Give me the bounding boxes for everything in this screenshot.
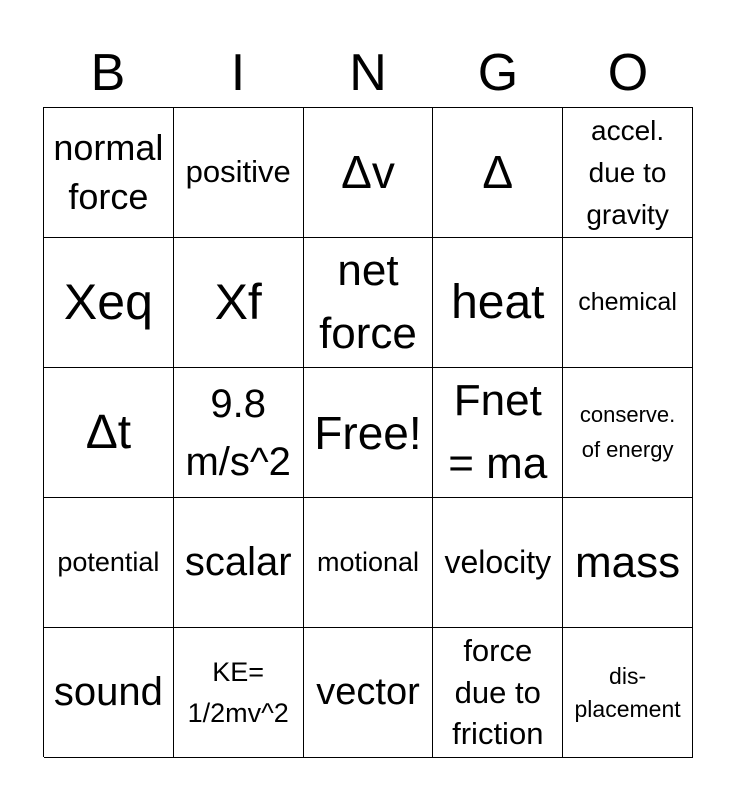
- bingo-card-grid: [43, 107, 693, 757]
- bingo-cell-text: Xeq: [63, 274, 153, 330]
- bingo-cell-text: chemical: [578, 288, 677, 316]
- bingo-cell-text: normal force: [53, 126, 164, 217]
- bingo-cell-text: dis- placement: [574, 663, 681, 722]
- bingo-cell-text: vector: [316, 671, 420, 713]
- bingo-cell-r4-c5: [563, 498, 693, 628]
- bingo-cell-text: scalar: [184, 540, 292, 584]
- header-letter-b: B: [90, 44, 126, 102]
- bingo-cell-r1-c4: [433, 108, 563, 238]
- bingo-cell-r1-c5: [563, 108, 693, 238]
- bingo-cell-text: potential: [57, 547, 160, 577]
- header-letter-g: G: [477, 44, 519, 102]
- bingo-cell-text: Δt: [85, 406, 132, 459]
- bingo-cell-r2-c3: [304, 238, 434, 368]
- bingo-row-4: [44, 498, 693, 628]
- bingo-row-3: [44, 368, 693, 498]
- bingo-cell-r5-c5: [563, 628, 693, 758]
- bingo-cell-text: positive: [185, 154, 291, 190]
- bingo-cell-r5-c3: [304, 628, 434, 758]
- bingo-cell-r1-c3: [304, 108, 434, 238]
- bingo-cell-r1-c1: [44, 108, 174, 238]
- bingo-cell-r3-c1: [44, 368, 174, 498]
- bingo-cell-r3-c2: [174, 368, 304, 498]
- bingo-cell-text: 9.8 m/s^2: [185, 381, 291, 484]
- bingo-cell-text: sound: [53, 670, 163, 714]
- bingo-cell-r4-c2: [174, 498, 304, 628]
- bingo-cell-text: KE= 1/2mv^2: [187, 657, 289, 728]
- bingo-cell-text: Xf: [214, 274, 262, 330]
- bingo-cell-text: Free!: [314, 406, 422, 459]
- bingo-cell-r2-c2: [174, 238, 304, 368]
- bingo-header: [43, 40, 693, 106]
- bingo-cell-text: Δv: [341, 146, 395, 199]
- bingo-cell-r3-c5: [563, 368, 693, 498]
- bingo-row-2: [44, 238, 693, 368]
- bingo-row-5: [44, 628, 693, 758]
- header-letter-n: N: [349, 44, 387, 102]
- bingo-cell-r5-c2: [174, 628, 304, 758]
- bingo-cell-text: velocity: [444, 544, 552, 580]
- bingo-cell-r2-c5: [563, 238, 693, 368]
- bingo-row-1: [44, 108, 693, 238]
- bingo-cell-r4-c1: [44, 498, 174, 628]
- bingo-cell-r2-c4: [433, 238, 563, 368]
- bingo-cell-r4-c3: [304, 498, 434, 628]
- header-letter-i: I: [230, 44, 246, 102]
- bingo-cell-r4-c4: [433, 498, 563, 628]
- bingo-cell-text: net force: [319, 246, 417, 358]
- bingo-cell-text: force due to friction: [452, 633, 544, 752]
- bingo-cell-r3-c4: [433, 368, 563, 498]
- bingo-cell-r1-c2: [174, 108, 304, 238]
- header-letter-o: O: [607, 44, 649, 102]
- bingo-cell-text: Fnet = ma: [448, 376, 548, 488]
- bingo-cell-text: Δ: [482, 146, 514, 199]
- bingo-cell-text: mass: [575, 537, 681, 587]
- bingo-cell-text: motional: [316, 547, 420, 577]
- bingo-cell-text: heat: [451, 276, 545, 329]
- bingo-cell-r5-c1: [44, 628, 174, 758]
- bingo-cell-r2-c1: [44, 238, 174, 368]
- bingo-cell-r5-c4: [433, 628, 563, 758]
- bingo-cell-r3-c3: [304, 368, 434, 498]
- bingo-cell-text: conserve. of energy: [579, 402, 676, 462]
- bingo-cell-text: accel. due to gravity: [586, 114, 669, 230]
